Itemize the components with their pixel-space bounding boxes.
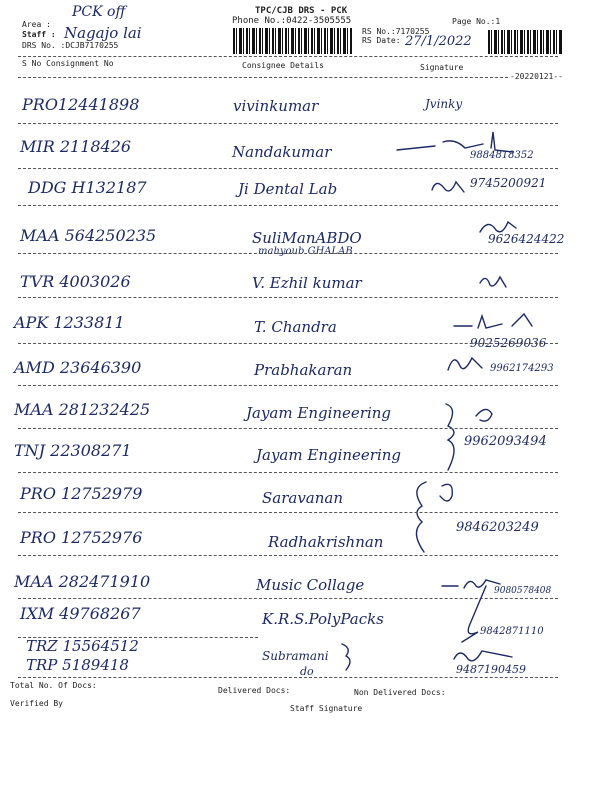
row-consignment: PRO12441898 <box>22 95 140 114</box>
staff-signature-label: Staff Signature <box>290 704 363 713</box>
page-number: Page No.:1 <box>452 17 501 26</box>
row-consignee: V. Ezhil kumar <box>252 274 362 292</box>
row-signature: Jvinky <box>425 97 463 111</box>
row-phone: 9842871110 <box>480 626 544 637</box>
signature-scribble <box>478 273 508 291</box>
row-consignment: PRO 12752979 <box>20 484 143 503</box>
row-consignee: Ji Dental Lab <box>238 180 338 198</box>
rs-date-handwritten: 27/1/2022 <box>405 34 472 49</box>
staff-label: Staff : <box>22 30 56 39</box>
column-consignment-header: S No Consignment No <box>22 59 114 68</box>
total-docs-label: Total No. Of Docs: <box>10 681 97 690</box>
row-divider <box>18 428 558 429</box>
row-phone: 9745200921 <box>470 176 547 190</box>
row-divider <box>18 297 558 298</box>
row-consignment: TRP 5189418 <box>26 656 129 674</box>
drs-number: DRS No. :DCJB7170255 <box>22 41 119 50</box>
row-divider <box>18 123 558 124</box>
row-phone: 9884818352 <box>470 150 534 161</box>
footer-divider <box>18 677 558 678</box>
brace-signature <box>338 642 358 672</box>
column-signature-header: Signature <box>420 63 464 72</box>
row-divider <box>18 343 558 344</box>
row-phone: 9846203249 <box>456 520 539 535</box>
signature-scribble <box>452 312 542 332</box>
signature-scribble <box>430 176 470 198</box>
brace-signature <box>408 478 468 558</box>
area-handwritten: PCK off <box>72 4 126 20</box>
row-consignee: Jayam Engineering <box>256 446 402 464</box>
row-consignee: vivinkumar <box>233 97 319 115</box>
row-consignment: MAA 564250235 <box>20 226 157 245</box>
row-divider <box>18 512 558 513</box>
row-consignee: Saravanan <box>262 489 344 507</box>
column-divider <box>18 77 508 78</box>
date-stamp: -20220121-- <box>510 72 563 81</box>
row-consignment: MAA 282471910 <box>14 572 151 591</box>
row-consignee: K.R.S.PolyPacks <box>262 610 384 628</box>
row-divider <box>18 205 558 206</box>
row-consignment: MIR 2118426 <box>20 137 132 156</box>
column-consignee-header: Consignee Details <box>242 61 324 70</box>
row-divider <box>18 253 558 254</box>
row-consignee: Radhakrishnan <box>268 533 384 551</box>
area-label: Area : <box>22 20 51 29</box>
row-consignee: Nandakumar <box>232 143 332 161</box>
row-consignment: PRO 12752976 <box>20 528 143 547</box>
delivered-docs-label: Delivered Docs: <box>218 686 291 695</box>
row-consignment: AMD 23646390 <box>14 358 142 377</box>
drs-barcode <box>233 28 353 54</box>
row-consignee: Jayam Engineering <box>246 404 392 422</box>
signature-scribble <box>446 350 486 376</box>
row-consignee: Music Collage <box>256 576 365 594</box>
row-consignment: TRZ 15564512 <box>26 637 139 655</box>
row-consignee-line-2: do <box>300 665 314 678</box>
row-phone: 9962093494 <box>464 434 547 449</box>
row-consignee: Prabhakaran <box>254 361 353 379</box>
row-divider <box>18 385 558 386</box>
sheet-title: TPC/CJB DRS - PCK <box>255 6 348 16</box>
row-consignee: T. Chandra <box>254 318 337 336</box>
row-phone: 9487190459 <box>456 663 526 676</box>
row-phone: 9025269036 <box>470 336 547 350</box>
row-phone: 9080578408 <box>494 586 552 596</box>
rs-date-label: RS Date: <box>362 36 401 45</box>
row-phone: 9626424422 <box>488 232 565 246</box>
row-divider <box>18 168 558 169</box>
row-consignment: TNJ 22308271 <box>14 441 132 460</box>
page-barcode <box>488 30 563 54</box>
non-delivered-docs-label: Non Delivered Docs: <box>354 688 446 697</box>
row-divider <box>18 472 558 473</box>
row-phone: 9962174293 <box>490 363 554 374</box>
verified-by-label: Verified By <box>10 699 63 708</box>
row-consignment: MAA 281232425 <box>14 400 151 419</box>
phone-number: Phone No.:0422-3505555 <box>232 16 352 26</box>
row-consignee-line-2: mahyoub GHALAB <box>258 246 353 257</box>
row-consignment: IXM 49768267 <box>20 604 141 623</box>
row-divider <box>18 555 558 556</box>
row-consignment: TVR 4003026 <box>20 272 131 291</box>
row-consignment: APK 1233811 <box>14 313 125 332</box>
header-divider <box>18 56 558 57</box>
row-consignee: Subramani <box>262 649 329 663</box>
row-consignment: DDG H132187 <box>28 178 147 197</box>
staff-handwritten: Nagajo lai <box>64 24 142 42</box>
rs-number: RS No.:7170255 <box>362 27 430 36</box>
row-consignee: SuliManABDO <box>252 229 362 247</box>
